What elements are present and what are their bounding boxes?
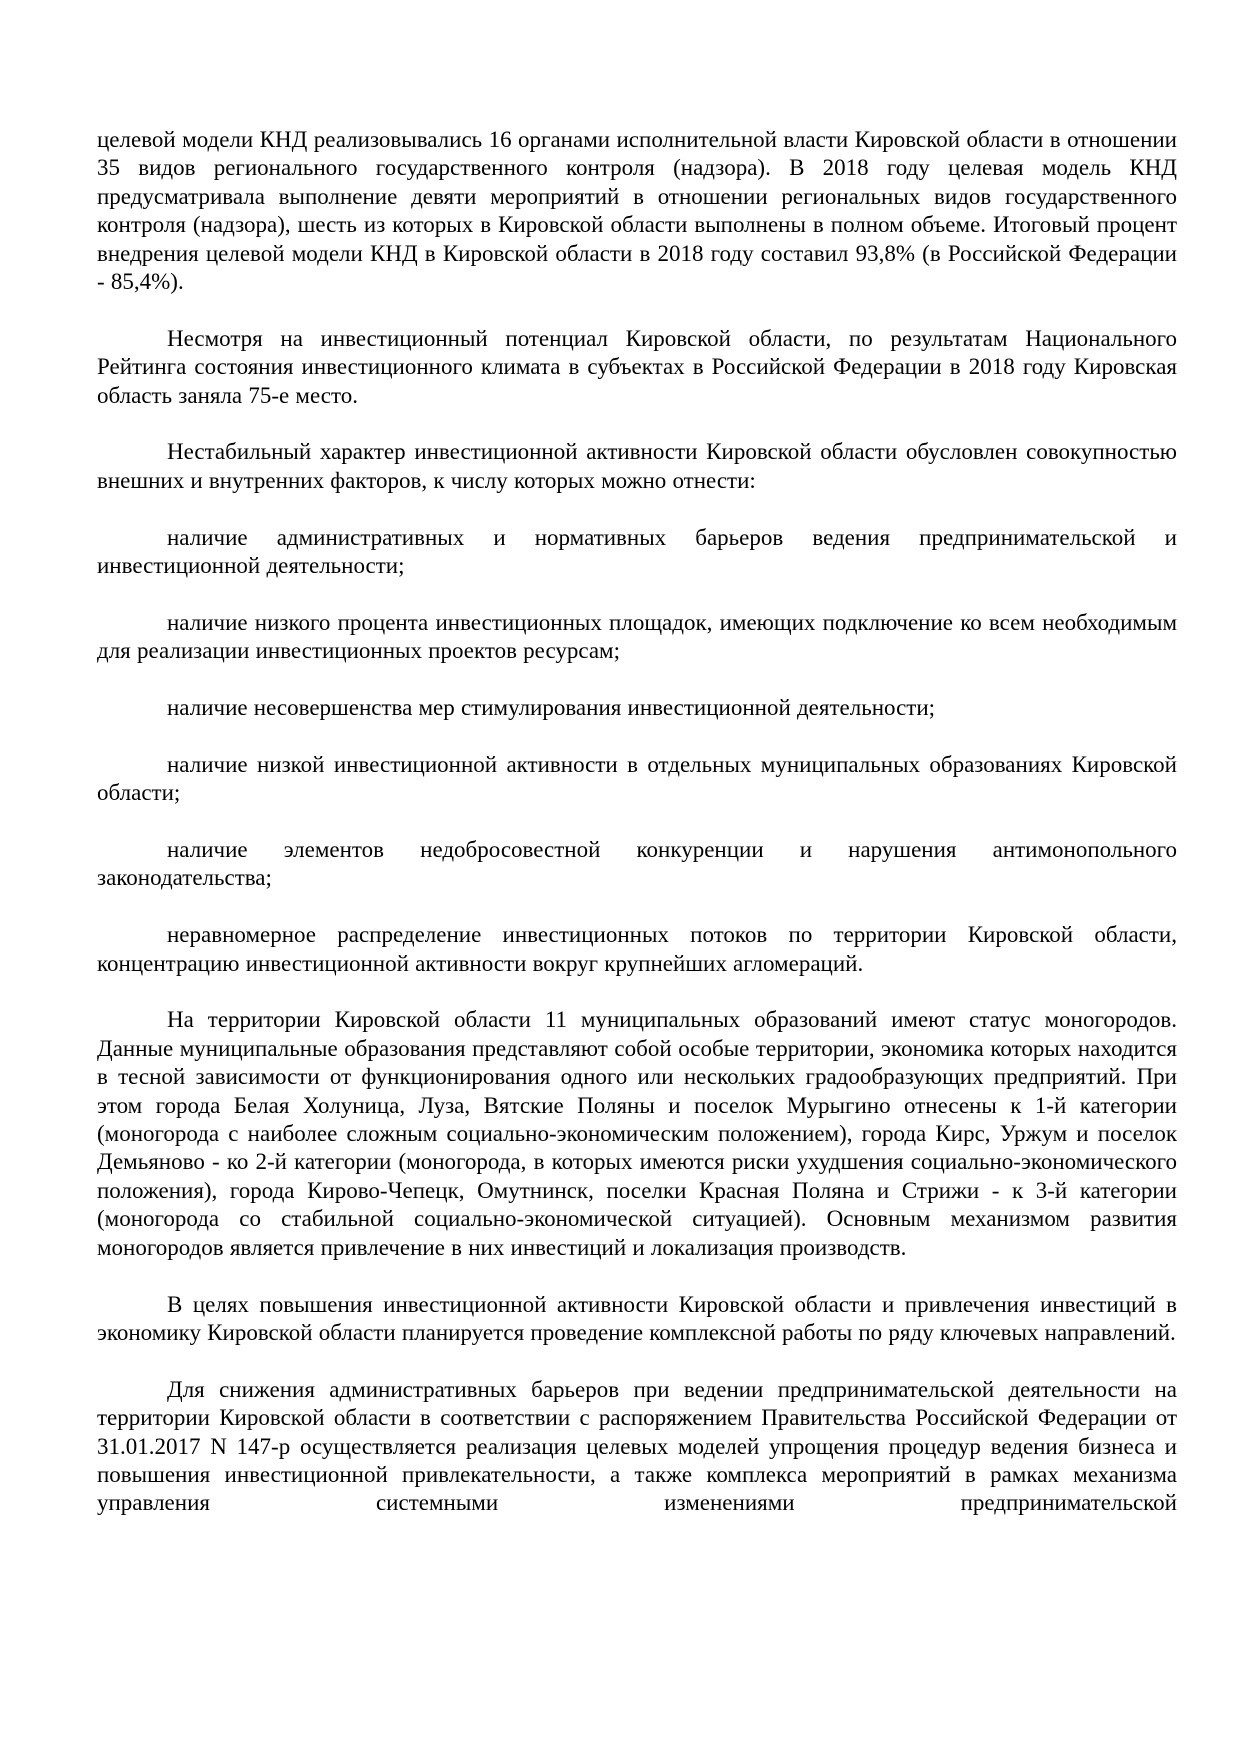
paragraph-list-item: наличие низкого процента инвестиционных площадок, имеющих подключение ко всем необходимым для реализации инвестиционных проектов ресурсам; [97,609,1177,664]
paragraph-list-item: наличие низкой инвестиционной активности в отдельных муниципальных образованиях Кировской области; [97,751,1177,806]
paragraph-list-item: наличие элементов недобросовестной конкуренции и нарушения антимонопольного законодательства; [97,837,1177,891]
paragraph-list-item: наличие административных и нормативных барьеров ведения предпринимательской и инвестиционной деятельности; [97,524,1177,579]
paragraph-list-item: наличие несовершенства мер стимулирования инвестиционной деятельности; [167,695,936,721]
paragraph: Нестабильный характер инвестиционной активности Кировской области обусловлен совокупностью внешних и внутренних факторов, к числу которых можно отнести: [97,439,1177,493]
paragraph-list-item: неравномерное распределение инвестиционных потоков по территории Кировской области, концентрацию инвестиционной активности вокруг крупнейших агломераций. [97,922,1177,976]
text-block [97,126,1177,1546]
paragraph-incomplete: Для снижения административных барьеров при ведении предпринимательской деятельности на территории Кировской области в соответствии с распоряжением Правительства Российской Федерации от 31.01.2017 N 147-р осуществляется реализация целевых моделей упрощения процедур ведения бизнеса и повышения инвестиционной привлекательности, а также комплекса мероприятий в рамках механизма управления системными изменениями предпринимательской [97,1376,1177,1516]
paragraph: На территории Кировской области 11 муниципальных образований имеют статус моногородов. Данные муниципальные образования представляют собой особые территории, экономика которых находится в тесной зависимости от функционирования одного или нескольких градообразующих предприятий. При этом города Белая Холуница, Луза, Вятские Поляны и поселок Мурыгино отнесены к 1-й категории (моногорода с наиболее сложным социально-экономическим положением), города Кирс, Уржум и поселок Демьяново - ко 2-й категории (моногорода, в которых имеются риски ухудшения социально-экономического положения), города Кирово-Чепецк, Омутнинск, поселки Красная Поляна и Стрижи - к 3-й категории (моногорода со стабильной социально-экономической ситуацией). Основным механизмом развития моногородов является привлечение в них инвестиций и локализация производств. [97,1007,1177,1260]
paragraph-continuation: целевой модели КНД реализовывались 16 органами исполнительной власти Кировской области в отношении 35 видов регионального государственного контроля (надзора). В 2018 году целевая модель КНД предусматривала выполнение девяти мероприятий в отношении региональных видов государственного контроля (надзора), шесть из которых в Кировской области выполнены в полном объеме. Итоговый процент внедрения целевой модели КНД в Кировской области в 2018 году составил 93,8% (в Российской Федерации - 85,4%). [97,127,1177,295]
paragraph: Несмотря на инвестиционный потенциал Кировской области, по результатам Национального Рейтинга состояния инвестиционного климата в субъектах в Российской Федерации в 2018 году Кировская область заняла 75-е место. [97,325,1177,408]
paragraph: В целях повышения инвестиционной активности Кировской области и привлечения инвестиций в экономику Кировской области планируется проведение комплексной работы по ряду ключевых направлений. [97,1291,1177,1345]
